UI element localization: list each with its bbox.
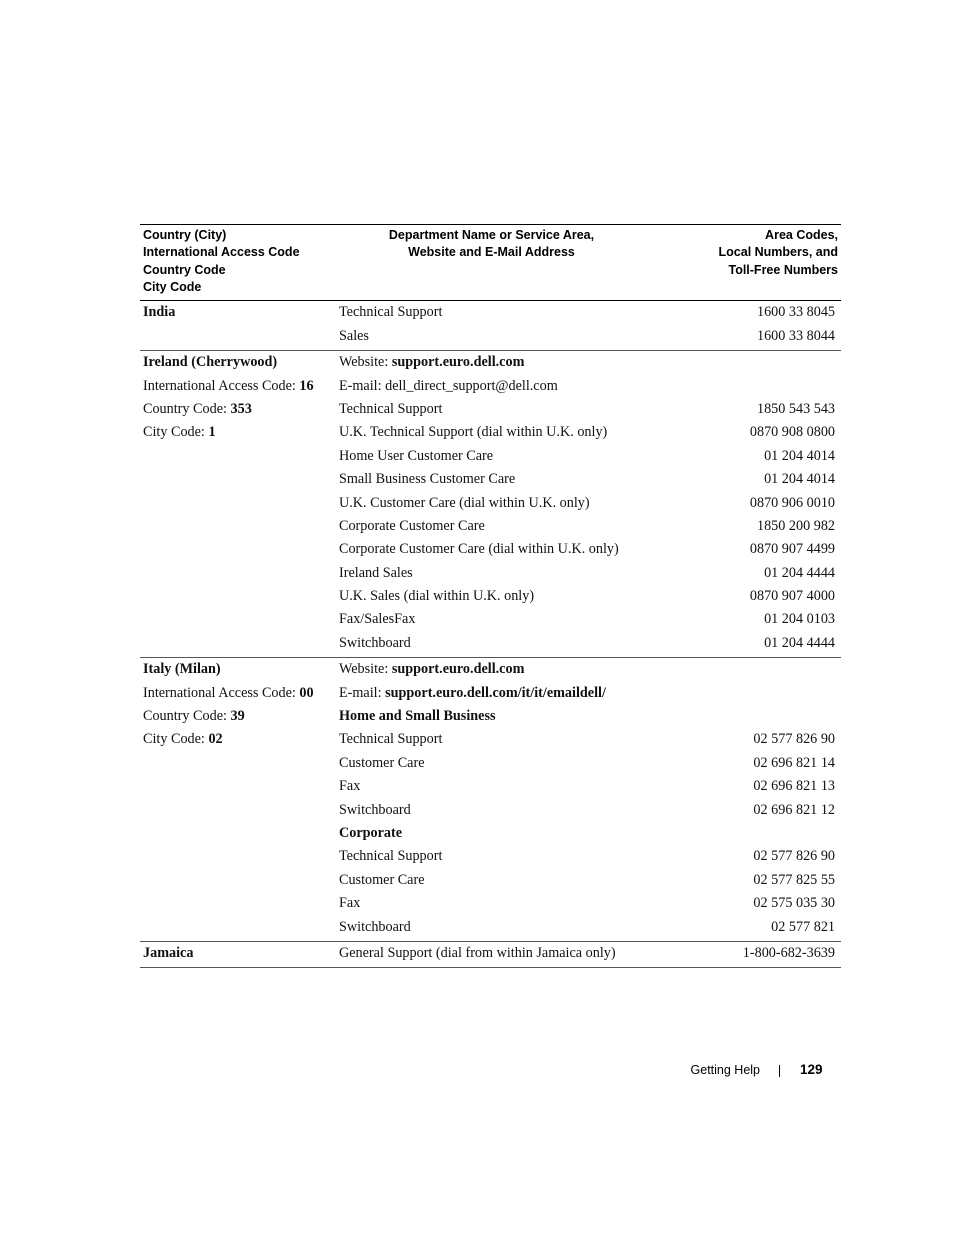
department-cell: U.K. Customer Care (dial within U.K. only) — [339, 494, 590, 511]
country-cell: International Access Code: 00 — [143, 684, 314, 701]
table-row — [140, 538, 841, 561]
table-row — [140, 822, 841, 845]
department-cell: Sales — [339, 327, 369, 344]
country-cell: Country Code: 353 — [143, 400, 252, 417]
number-cell: 1600 33 8045 — [756, 304, 835, 321]
country-cell: Country Code: 39 — [143, 708, 245, 725]
table-row — [140, 705, 841, 728]
footer-section-title: Getting Help — [690, 1063, 760, 1077]
number-cell: 0870 908 0800 — [749, 424, 835, 441]
number-cell: 01 204 4014 — [764, 447, 835, 464]
header-line: International Access Code — [143, 245, 300, 260]
department-cell: U.K. Technical Support (dial within U.K. only) — [339, 424, 608, 441]
number-cell: 1850 200 982 — [756, 517, 835, 534]
number-cell: 0870 907 4000 — [749, 588, 835, 605]
number-cell: 02 577 826 90 — [753, 731, 835, 748]
department-cell: Fax — [339, 778, 361, 795]
table-row — [140, 658, 841, 681]
table-row — [140, 845, 841, 868]
department-cell: Corporate Customer Care (dial within U.K. only) — [339, 541, 619, 558]
header-line: Local Numbers, and — [718, 245, 838, 260]
table-row — [140, 468, 841, 491]
table-row — [140, 515, 841, 538]
table-row — [140, 445, 841, 468]
header-line: Country (City) — [143, 228, 227, 242]
table-row — [140, 585, 841, 608]
department-cell: Website: support.euro.dell.com — [339, 354, 525, 371]
department-cell: Technical Support — [339, 848, 443, 865]
contact-table — [140, 224, 841, 968]
department-cell: U.K. Sales (dial within U.K. only) — [339, 588, 535, 605]
footer-divider — [779, 1065, 780, 1077]
table-row — [140, 775, 841, 798]
table-row — [140, 561, 841, 584]
table-row — [140, 632, 841, 655]
table-row — [140, 351, 841, 374]
table-row — [140, 915, 841, 938]
table-row — [140, 325, 841, 348]
header-line: Department Name or Service Area, — [388, 228, 595, 242]
number-cell: 01 204 4444 — [764, 564, 835, 581]
page-footer — [0, 1061, 954, 1081]
country-cell: India — [143, 304, 176, 321]
department-cell: Switchboard — [339, 801, 411, 818]
department-cell: Fax — [339, 895, 361, 912]
table-row — [140, 374, 841, 397]
department-cell: Small Business Customer Care — [339, 471, 516, 488]
table-row — [140, 869, 841, 892]
country-cell: Ireland (Cherrywood) — [143, 354, 278, 371]
number-cell: 02 696 821 12 — [753, 801, 835, 818]
page-number: 129 — [800, 1062, 823, 1077]
department-cell: Home User Customer Care — [339, 447, 494, 464]
table-header — [140, 225, 841, 301]
table-row — [140, 728, 841, 751]
number-cell: 01 204 4014 — [764, 471, 835, 488]
department-cell: Technical Support — [339, 400, 443, 417]
header-line: Area Codes, — [765, 228, 838, 242]
department-cell: Fax/SalesFax — [339, 611, 416, 628]
table-row — [140, 421, 841, 444]
country-group-jamaica — [140, 942, 841, 968]
table-row — [140, 681, 841, 704]
department-cell: Switchboard — [339, 634, 411, 651]
country-group-india — [140, 301, 841, 351]
table-row — [140, 608, 841, 631]
number-cell: 1-800-682-3639 — [742, 944, 835, 961]
header-country-column — [140, 227, 339, 296]
country-cell: Italy (Milan) — [143, 661, 221, 678]
number-cell: 1850 543 543 — [756, 400, 835, 417]
department-cell: E-mail: support.euro.dell.com/it/it/emaildell/ — [339, 684, 606, 701]
table-row — [140, 491, 841, 514]
department-cell: Switchboard — [339, 918, 411, 935]
table-row — [140, 398, 841, 421]
number-cell: 02 696 821 13 — [753, 778, 835, 795]
number-cell: 02 575 035 30 — [753, 895, 835, 912]
table-row — [140, 301, 841, 324]
table-row — [140, 942, 841, 965]
header-line: Website and E-Mail Address — [408, 245, 575, 260]
country-group-ireland — [140, 351, 841, 658]
number-cell: 1600 33 8044 — [756, 327, 835, 344]
country-cell: International Access Code: 16 — [143, 377, 314, 394]
department-cell: E-mail: dell_direct_support@dell.com — [339, 377, 558, 394]
country-cell: City Code: 02 — [143, 731, 223, 748]
number-cell: 02 577 821 — [771, 918, 835, 935]
department-cell: Corporate — [339, 824, 403, 841]
number-cell: 02 577 825 55 — [753, 871, 835, 888]
table-row — [140, 892, 841, 915]
department-cell: General Support (dial from within Jamaica only) — [339, 944, 616, 961]
number-cell: 02 696 821 14 — [753, 754, 835, 771]
header-line: Country Code — [143, 262, 226, 277]
department-cell: Customer Care — [339, 754, 425, 771]
header-line: City Code — [143, 279, 202, 294]
number-cell: 01 204 4444 — [764, 634, 835, 651]
number-cell: 02 577 826 90 — [753, 848, 835, 865]
header-numbers-column — [644, 227, 841, 296]
number-cell: 01 204 0103 — [764, 611, 835, 628]
number-cell: 0870 906 0010 — [749, 494, 835, 511]
country-cell: City Code: 1 — [143, 424, 216, 441]
department-cell: Customer Care — [339, 871, 425, 888]
header-department-column — [339, 227, 644, 296]
department-cell: Home and Small Business — [339, 708, 496, 725]
department-cell: Technical Support — [339, 304, 443, 321]
country-group-italy — [140, 658, 841, 942]
number-cell: 0870 907 4499 — [749, 541, 835, 558]
department-cell: Website: support.euro.dell.com — [339, 661, 525, 678]
table-row — [140, 752, 841, 775]
department-cell: Technical Support — [339, 731, 443, 748]
header-line: Toll-Free Numbers — [728, 262, 838, 277]
department-cell: Corporate Customer Care — [339, 517, 485, 534]
table-row — [140, 798, 841, 821]
department-cell: Ireland Sales — [339, 564, 413, 581]
country-cell: Jamaica — [143, 944, 194, 961]
